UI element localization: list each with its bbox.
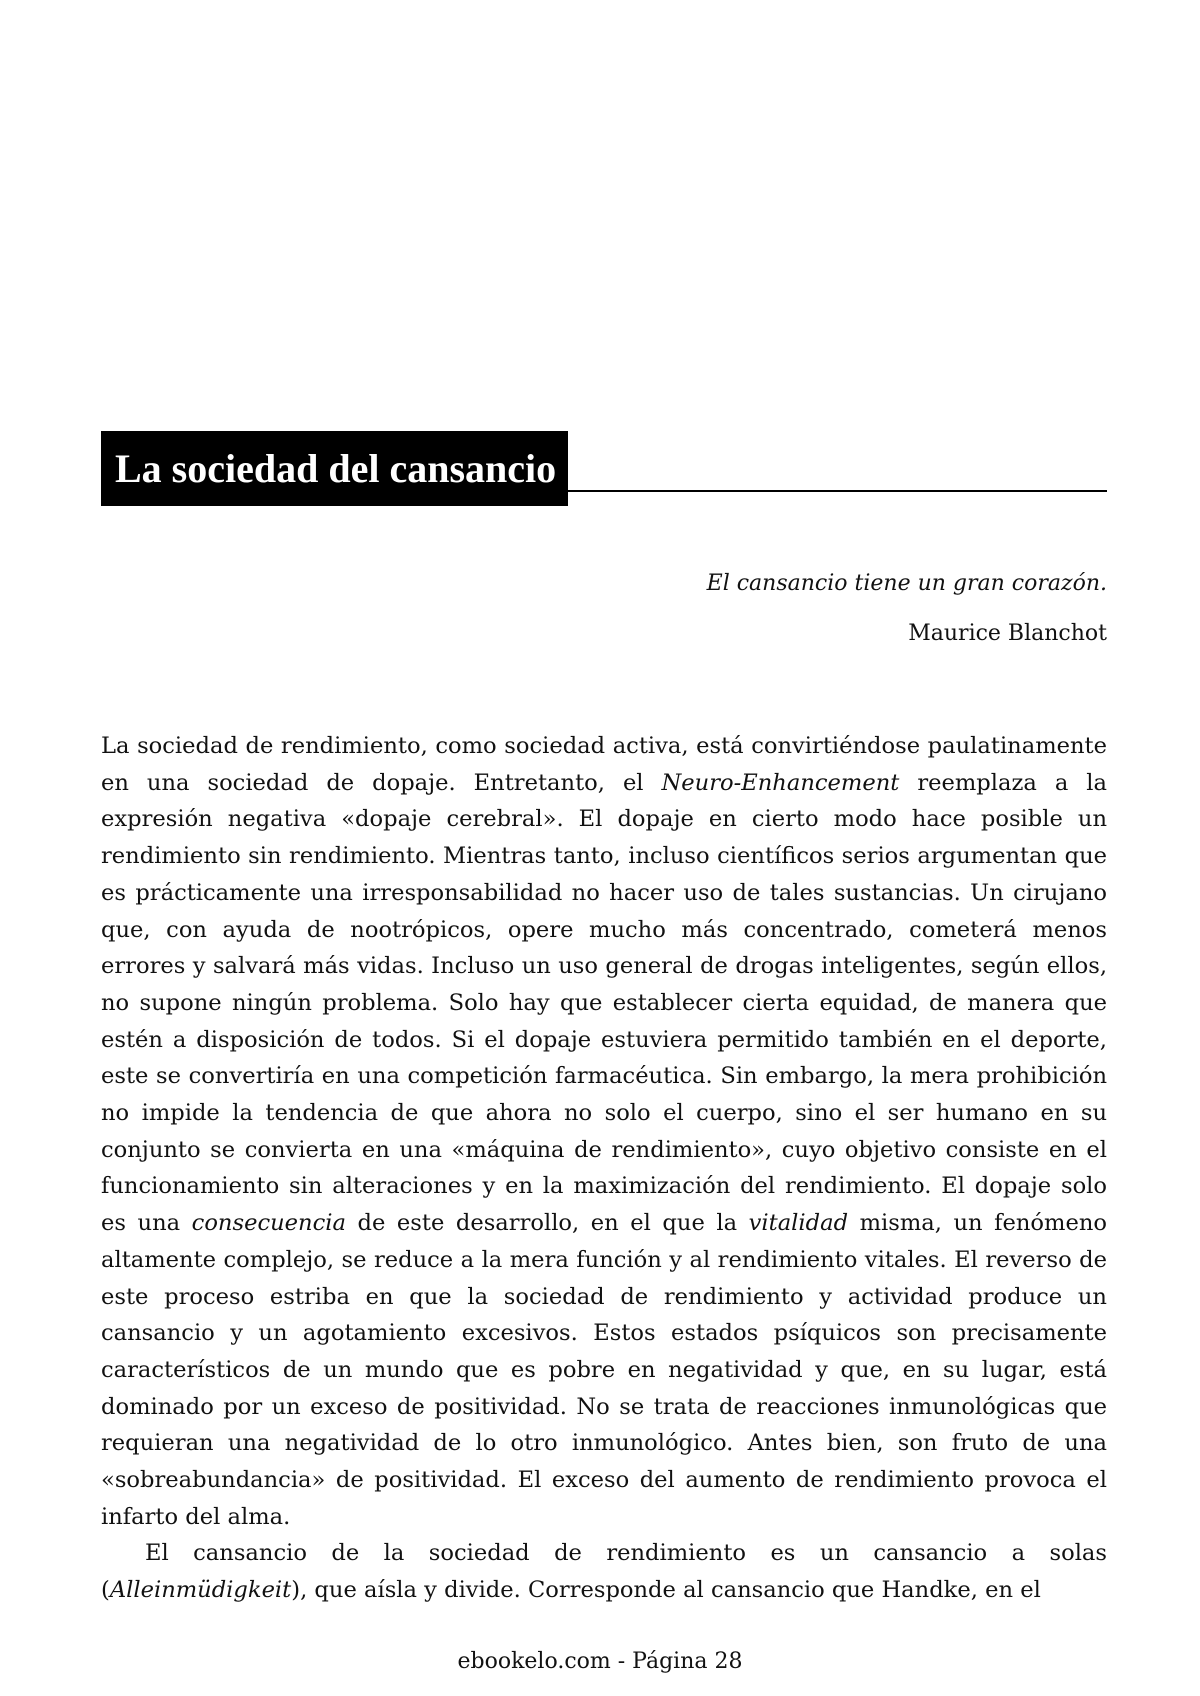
text-run: misma, un fenómeno altamente complejo, se reduce a la mera función y al rendimiento vitales. El reverso de este proceso estriba en que la sociedad de rendimiento y actividad produce un cansancio y un agotamiento excesivos. Estos estados psíquicos son precisamente característicos de un mundo que es pobre en negatividad y que, en su lugar, está dominado por un exceso de positividad. No se trata de reacciones inmunológicas que requieran una negatividad de lo otro inmunológico. Antes bien, son fruto de una «sobreabundancia» de positividad. El exceso del aumento de rendimiento provoca el infarto del alma. xyxy=(101,1210,1107,1530)
italic-term: Alleinmüdigkeit xyxy=(109,1577,292,1604)
paragraph xyxy=(101,728,1107,1535)
text-run: de este desarrollo, en el que la xyxy=(345,1210,749,1237)
chapter-title-rule xyxy=(568,490,1107,492)
epigraph xyxy=(707,570,1107,648)
epigraph-quote: El cansancio tiene un gran corazón. xyxy=(706,571,1107,596)
text-run: El cansancio de la sociedad de rendimiento es un cansancio a solas ( xyxy=(101,1540,1107,1604)
italic-term: vitalidad xyxy=(748,1210,849,1237)
italic-term: consecuencia xyxy=(191,1210,346,1237)
text-run: La sociedad de rendimiento, como sociedad activa, está convirtiéndose paulatinamente en una sociedad de dopaje. Entretanto, el xyxy=(101,733,1107,796)
body-text xyxy=(101,728,1107,1609)
epigraph-author: Maurice Blanchot xyxy=(908,621,1107,646)
italic-term: Neuro-Enhancement xyxy=(661,769,900,796)
chapter-heading xyxy=(101,431,1107,506)
text-run: ), que aísla y divide. Corresponde al cansancio que Handke, en el xyxy=(291,1577,1041,1604)
chapter-title: La sociedad del cansancio xyxy=(101,431,568,506)
text-run: reemplaza a la expresión negativa «dopaje cerebral». El dopaje en cierto modo hace posible un rendimiento sin rendimiento. Mientras tanto, incluso científicos serios argumentan que es prácticamente una irresponsabilidad no hacer uso de tales sustancias. Un cirujano que, con ayuda de nootrópicos, opere mucho más concentrado, cometerá menos errores y salvará más vidas. Incluso un uso general de drogas inteligentes, según ellos, no supone ningún problema. Solo hay que establecer cierta equidad, de manera que estén a disposición de todos. Si el dopaje estuviera permitido también en el deporte, este se convertiría en una competición farmacéutica. Sin embargo, la mera prohibición no impide la tendencia de que ahora no solo el cuerpo, sino el ser humano en su conjunto se convierta en una «máquina de rendimiento», cuyo objetivo consiste en el funcionamiento sin alteraciones y en la maximización del rendimiento. El dopaje solo es una xyxy=(101,769,1107,1237)
page-footer: ebookelo.com - Página 28 xyxy=(457,1649,743,1674)
paragraph xyxy=(101,1535,1107,1608)
